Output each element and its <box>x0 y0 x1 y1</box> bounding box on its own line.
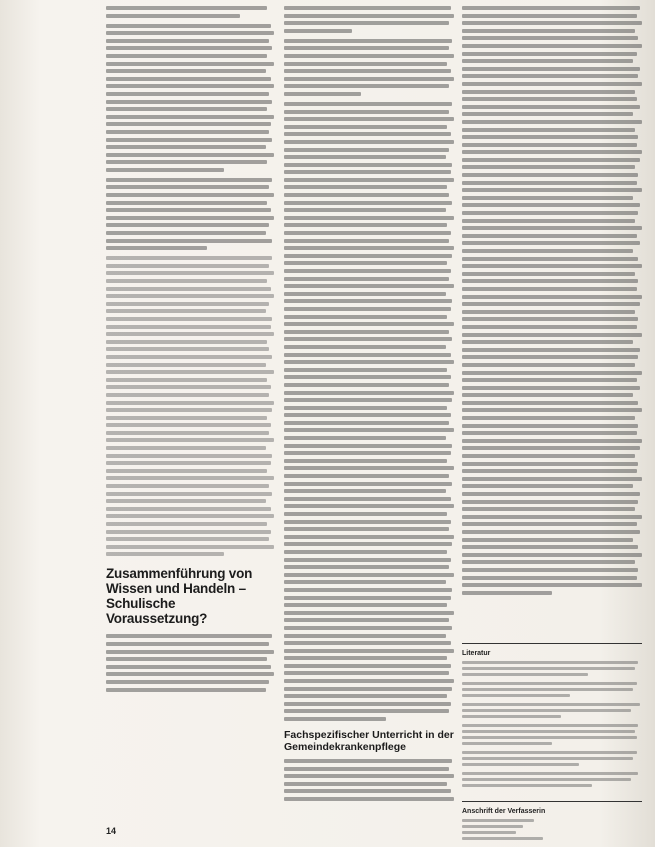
author-address <box>462 819 642 840</box>
paragraph <box>284 759 454 801</box>
paragraph <box>284 6 454 33</box>
reference <box>462 772 642 787</box>
text-column-middle <box>284 6 454 807</box>
address-lines <box>462 819 642 840</box>
paragraph <box>462 6 642 595</box>
reference <box>462 724 642 745</box>
section-heading: Zusammenführung von Wissen und Handeln – Schulische Voraussetzung? <box>106 566 253 627</box>
divider <box>462 801 642 802</box>
paragraph <box>106 634 274 691</box>
reference <box>462 661 642 676</box>
section-heading: Fachspezifischer Unterricht in der Gemeindekrankenpflege <box>284 729 454 754</box>
page-number: 14 <box>106 826 117 836</box>
paragraph <box>106 24 274 172</box>
literature-list <box>462 661 642 787</box>
reference <box>462 703 642 718</box>
literature-heading: Literatur <box>462 649 491 657</box>
text-column-right <box>462 6 642 840</box>
paragraph <box>106 6 274 18</box>
reference <box>462 751 642 766</box>
paragraph <box>284 39 454 96</box>
text-column-left <box>106 6 274 698</box>
paragraph-italic <box>106 256 274 556</box>
divider <box>462 643 642 644</box>
reference <box>462 682 642 697</box>
paragraph <box>284 102 454 721</box>
paragraph <box>106 178 274 250</box>
author-heading: Anschrift der Verfasserin <box>462 807 546 815</box>
